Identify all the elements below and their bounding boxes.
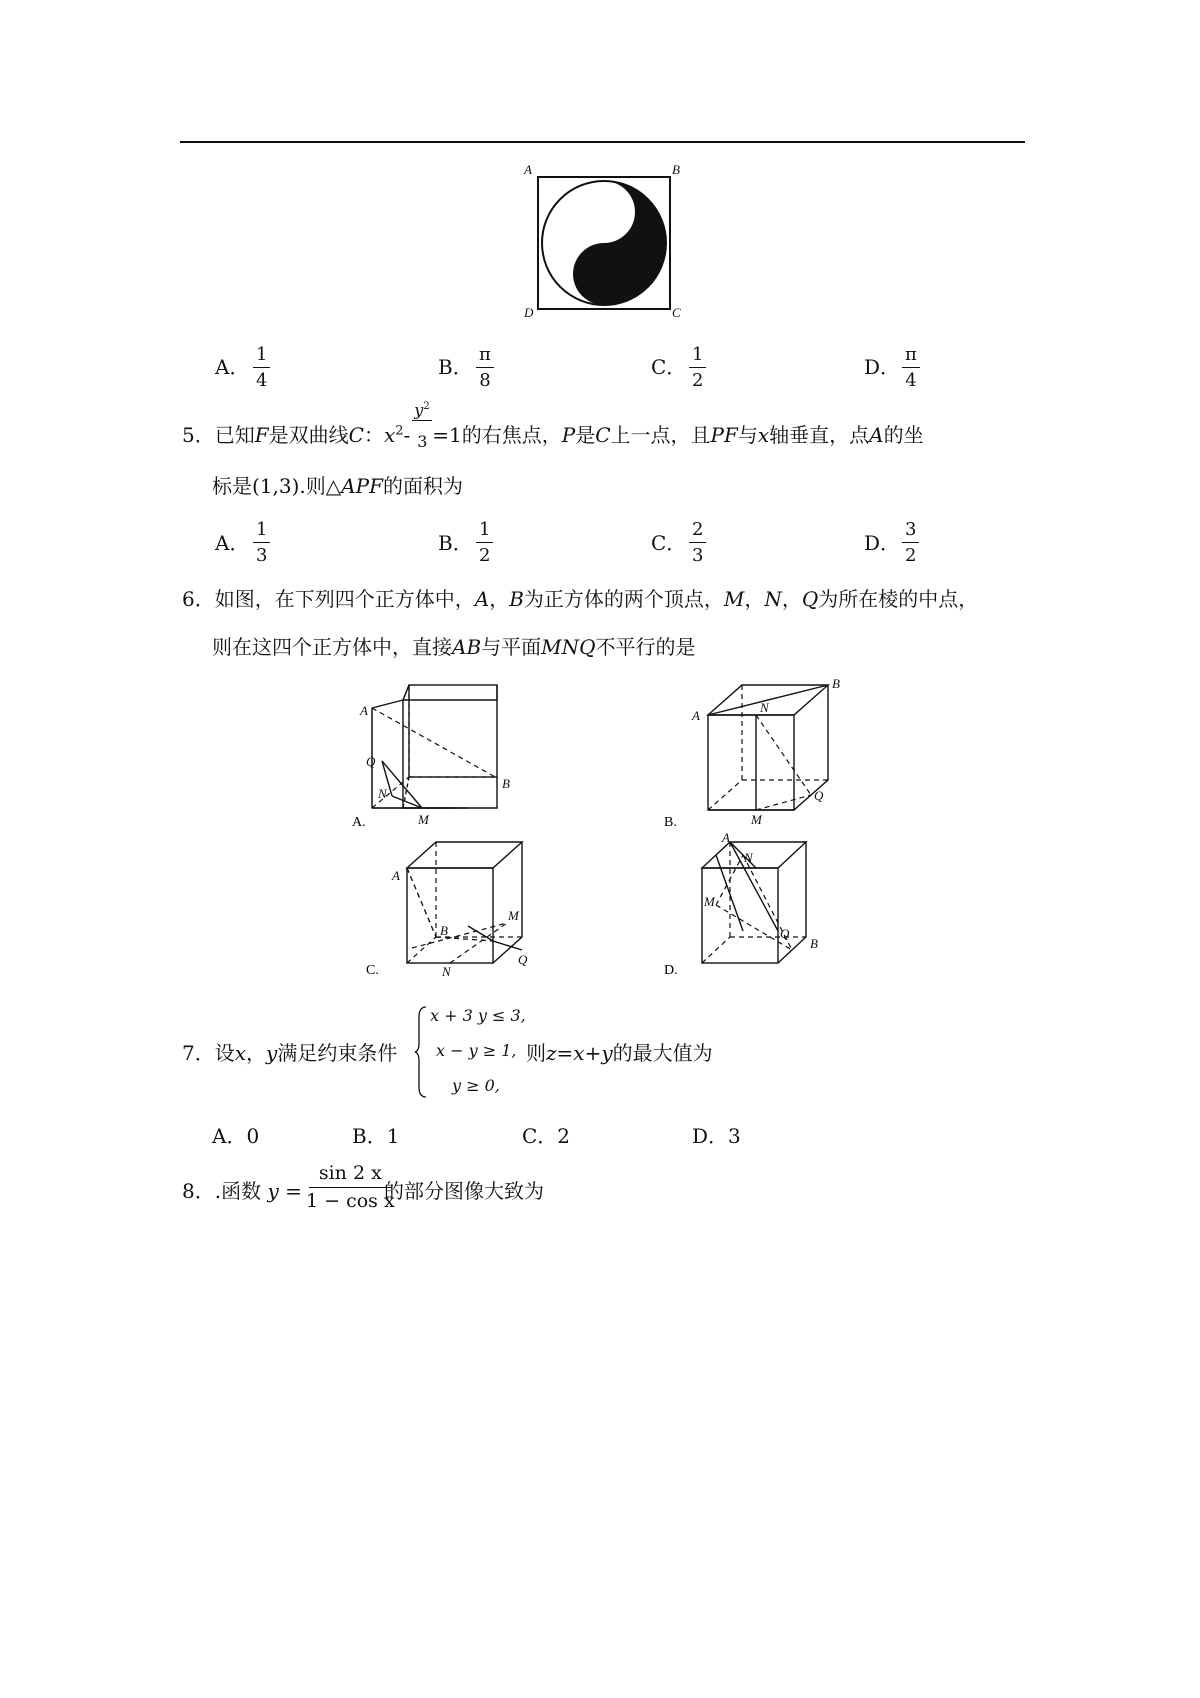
cube-b-label-b: B <box>832 676 840 691</box>
q7-constraint-1: x + 3 y ≤ 3, <box>430 1006 526 1025</box>
cube-c-panel-label: C. <box>366 963 379 978</box>
cube-figure-a <box>352 678 560 838</box>
q6-line-2: 则在这四个正方体中，直接AB与平面MNQ不平行的是 <box>212 635 696 659</box>
cube-b-label-a: A <box>692 708 700 723</box>
cube-c-label-q: Q <box>518 952 528 967</box>
q4-option-c-letter: C． <box>651 355 687 379</box>
q5-option-a-letter: A． <box>215 531 250 555</box>
cube-figure-c <box>360 838 560 988</box>
cube-c-label-n: N <box>442 964 451 979</box>
q4-option-b-letter: B． <box>438 355 473 379</box>
q4-option-d-letter: D． <box>864 355 901 379</box>
q8-tail: 的部分图像大致为 <box>384 1179 544 1203</box>
q4-option-a-letter: A． <box>215 355 250 379</box>
cube-d-label-n: N <box>744 850 753 865</box>
cube-b-label-n: N <box>760 700 769 715</box>
q7-option-a: A．0 <box>212 1124 260 1148</box>
q8-lead: 8．.函数 y = <box>182 1179 302 1203</box>
cube-d-panel-label: D. <box>664 963 678 978</box>
cube-d-label-m: M <box>704 894 715 909</box>
cube-a-label-n: N <box>378 786 387 801</box>
q4-option-d-fraction: $\frac{\pi}{4}$ <box>902 346 920 390</box>
q4-option-c-fraction: $\frac{1}{2}$ <box>689 346 706 390</box>
cube-a-label-m: M <box>418 812 429 827</box>
q7-constraint-2: x − y ≥ 1, <box>436 1041 517 1060</box>
q5-option-a-fraction: $\frac{1}{3}$ <box>253 521 270 565</box>
yin-yang-figure <box>520 160 690 320</box>
cube-b-label-q: Q <box>814 788 824 803</box>
cube-d-label-a: A <box>722 830 730 845</box>
q7-option-d: D．3 <box>692 1124 741 1148</box>
q8-fraction: $\frac{\sin 2 x}{\text{1 − cos x}}$ <box>306 1162 395 1212</box>
q7-option-c: C．2 <box>522 1124 571 1148</box>
q7-lead: 7．设x，y满足约束条件 <box>182 1041 398 1065</box>
q5-option-d-fraction: $\frac{3}{2}$ <box>902 521 919 565</box>
cube-d-label-b: B <box>810 936 818 951</box>
q5-line-1: 5．已知F是双曲线C：$x^2-$ $\frac{y^2}{3}$ =1的右焦点，P是C上一点，且PF与x轴垂直，点A的坐 <box>182 400 924 451</box>
q5-option-c-letter: C． <box>651 531 687 555</box>
cube-c-label-b: B <box>440 923 448 938</box>
q5-line-2: 标是(1,3).则△APF的面积为 <box>212 474 463 498</box>
q7-option-b: B．1 <box>352 1124 400 1148</box>
cube-b-label-m: M <box>751 812 762 827</box>
q5-option-b-fraction: $\frac{1}{2}$ <box>476 521 493 565</box>
cube-a-label-b: B <box>502 776 510 791</box>
cube-a-label-q: Q <box>366 754 376 769</box>
cube-d-label-q: Q <box>780 926 790 941</box>
q4-option-b-fraction: $\frac{\pi}{8}$ <box>476 346 494 390</box>
vertex-label-c: C <box>672 305 681 320</box>
cube-c-label-a: A <box>392 868 400 883</box>
q5-option-d-letter: D． <box>864 531 901 555</box>
q4-option-a-fraction: $\frac{1}{4}$ <box>253 346 270 390</box>
q7-tail: 则z=x+y的最大值为 <box>526 1041 713 1065</box>
header-rule <box>180 141 1025 143</box>
cube-figure-b <box>660 678 870 838</box>
q6-line-1: 6．如图，在下列四个正方体中，A，B为正方体的两个顶点，M，N，Q为所在棱的中点， <box>182 587 979 611</box>
vertex-label-d: D <box>524 305 534 320</box>
cube-c-label-m: M <box>508 908 519 923</box>
q5-option-b-letter: B． <box>438 531 473 555</box>
vertex-label-a: A <box>524 162 532 177</box>
q5-option-c-fraction: $\frac{2}{3}$ <box>689 521 706 565</box>
constraint-brace <box>414 1005 428 1099</box>
cube-figure-d <box>660 830 870 988</box>
cube-a-panel-label: A. <box>352 815 366 830</box>
vertex-label-b: B <box>672 162 680 177</box>
cube-b-panel-label: B. <box>664 815 677 830</box>
q7-constraint-3: y ≥ 0, <box>452 1076 500 1095</box>
cube-a-label-a: A <box>360 703 368 718</box>
